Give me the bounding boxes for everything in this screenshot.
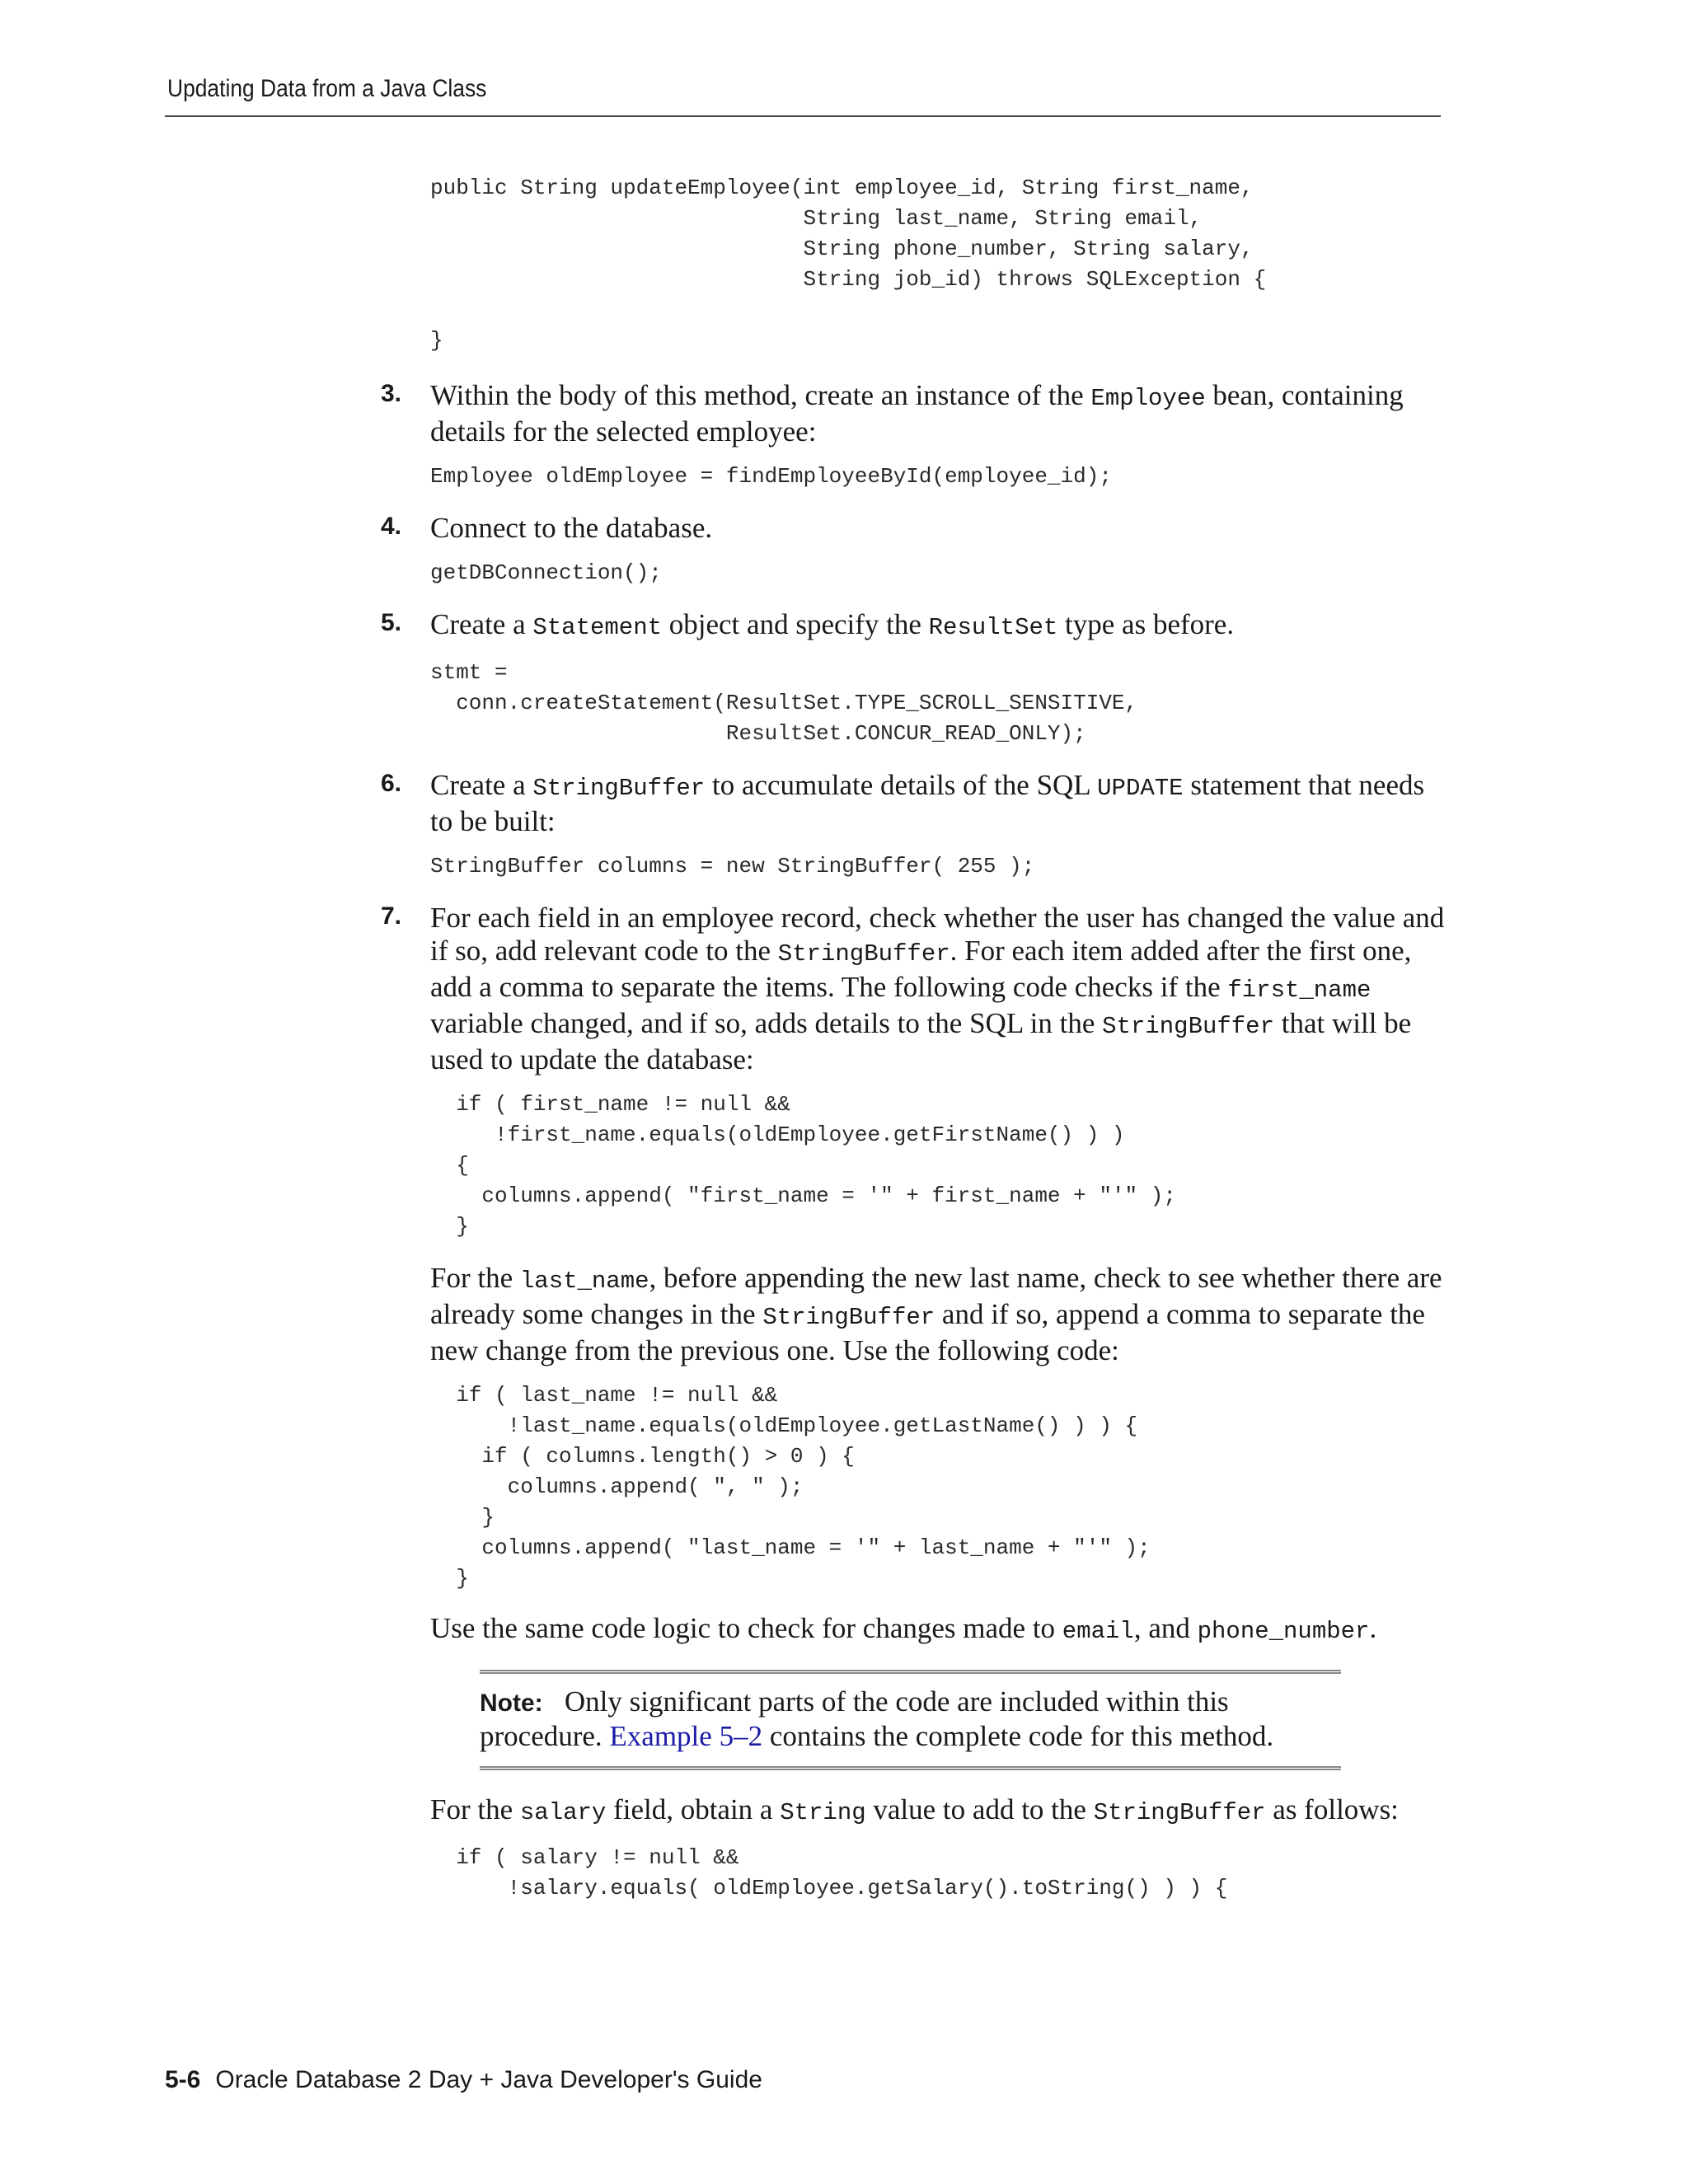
page-footer xyxy=(165,2066,762,2094)
step-3 xyxy=(381,379,1452,492)
step-number: 3. xyxy=(381,380,402,407)
example-link[interactable]: Example 5–2 xyxy=(609,1720,763,1752)
inline-code: StringBuffer xyxy=(1093,1799,1266,1826)
note-label: Note: xyxy=(480,1690,543,1717)
step-number: 5. xyxy=(381,609,402,636)
inline-code: StringBuffer xyxy=(1102,1013,1274,1040)
code-block-first-name: if ( first_name != null && !first_name.equals(oldEmployee.getFirstName() ) ) { columns.append( "first_name = '" + first_name + "'" ); } xyxy=(456,1092,1176,1239)
inline-code: String xyxy=(780,1799,866,1826)
inline-code: Statement xyxy=(532,614,663,641)
inline-code: phone_number xyxy=(1197,1618,1370,1645)
inline-code: first_name xyxy=(1227,977,1372,1004)
code-block-method-signature: public String updateEmployee(int employee_id, String first_name, String last_name, String email, String phone_number, String salary, String job_id) throws SQLException { } xyxy=(430,176,1267,353)
step-6 xyxy=(381,769,1452,882)
step-7 xyxy=(381,902,1452,1904)
step-text: Create a StringBuffer to accumulate details of the SQL UPDATE statement that needs to be built: xyxy=(430,769,1425,837)
inline-code: salary xyxy=(519,1799,607,1826)
step-text: Within the body of this method, create an instance of the Employee bean, containing details for the selected employee: xyxy=(430,379,1404,448)
code-block: getDBConnection(); xyxy=(430,560,662,585)
paragraph-same-logic: Use the same code logic to check for changes made to email, and phone_number. xyxy=(430,1612,1377,1645)
code-block: stmt = conn.createStatement(ResultSet.TYPE_SCROLL_SENSITIVE, ResultSet.CONCUR_READ_ONLY); xyxy=(430,660,1138,746)
code-block: Employee oldEmployee = findEmployeeById(employee_id); xyxy=(430,464,1112,489)
step-number: 4. xyxy=(381,513,402,540)
paragraph-last-name: For the last_name, before appending the new last name, check to see whether there are already some changes in the StringBuffer and if so, append a comma to separate the new change from the previous one. Use the following code: xyxy=(430,1262,1442,1366)
page-number: 5-6 xyxy=(165,2066,201,2093)
book-title: Oracle Database 2 Day + Java Developer's Guide xyxy=(215,2066,762,2093)
inline-code: StringBuffer xyxy=(532,775,706,802)
inline-code: email xyxy=(1062,1618,1134,1645)
step-number: 6. xyxy=(381,770,402,797)
code-block-last-name: if ( last_name != null && !last_name.equals(oldEmployee.getLastName() ) ) { if ( columns.length() > 0 ) { columns.append( ", " ); } columns.append( "last_name = '" + last_name + "'" ); } xyxy=(456,1383,1151,1591)
note-box xyxy=(480,1670,1341,1770)
step-text: For each field in an employee record, check whether the user has changed the value and if so, add relevant code to the StringBuffer. For each item added after the first one, add a comma to separate the items. The following code checks if the first_name variable changed, and if so, adds details to the SQL in the StringBuffer that will be used to update the database: xyxy=(430,902,1445,1076)
step-4 xyxy=(381,512,1452,588)
inline-code: Employee xyxy=(1090,385,1206,412)
running-header-title: Updating Data from a Java Class xyxy=(167,75,487,102)
step-text: Create a Statement object and specify the ResultSet type as before. xyxy=(430,608,1235,641)
inline-code: ResultSet xyxy=(928,614,1058,641)
step-5 xyxy=(381,608,1452,749)
inline-code: StringBuffer xyxy=(777,940,950,968)
inline-code: last_name xyxy=(519,1268,649,1295)
paragraph-salary: For the salary field, obtain a String value to add to the StringBuffer as follows: xyxy=(430,1793,1399,1826)
code-block: StringBuffer columns = new StringBuffer( 255 ); xyxy=(430,854,1035,879)
code-block-salary: if ( salary != null && !salary.equals( oldEmployee.getSalary().toString() ) ) { xyxy=(456,1845,1228,1900)
note-text: Note: Only significant parts of the code are included within this procedure. Example 5–2 contains the complete code for this method. xyxy=(480,1685,1274,1752)
inline-code: UPDATE xyxy=(1097,775,1184,802)
step-number: 7. xyxy=(381,902,402,930)
inline-code: StringBuffer xyxy=(762,1304,935,1331)
page-content xyxy=(381,173,1452,1904)
header-divider xyxy=(165,115,1441,117)
step-text: Connect to the database. xyxy=(430,512,713,544)
